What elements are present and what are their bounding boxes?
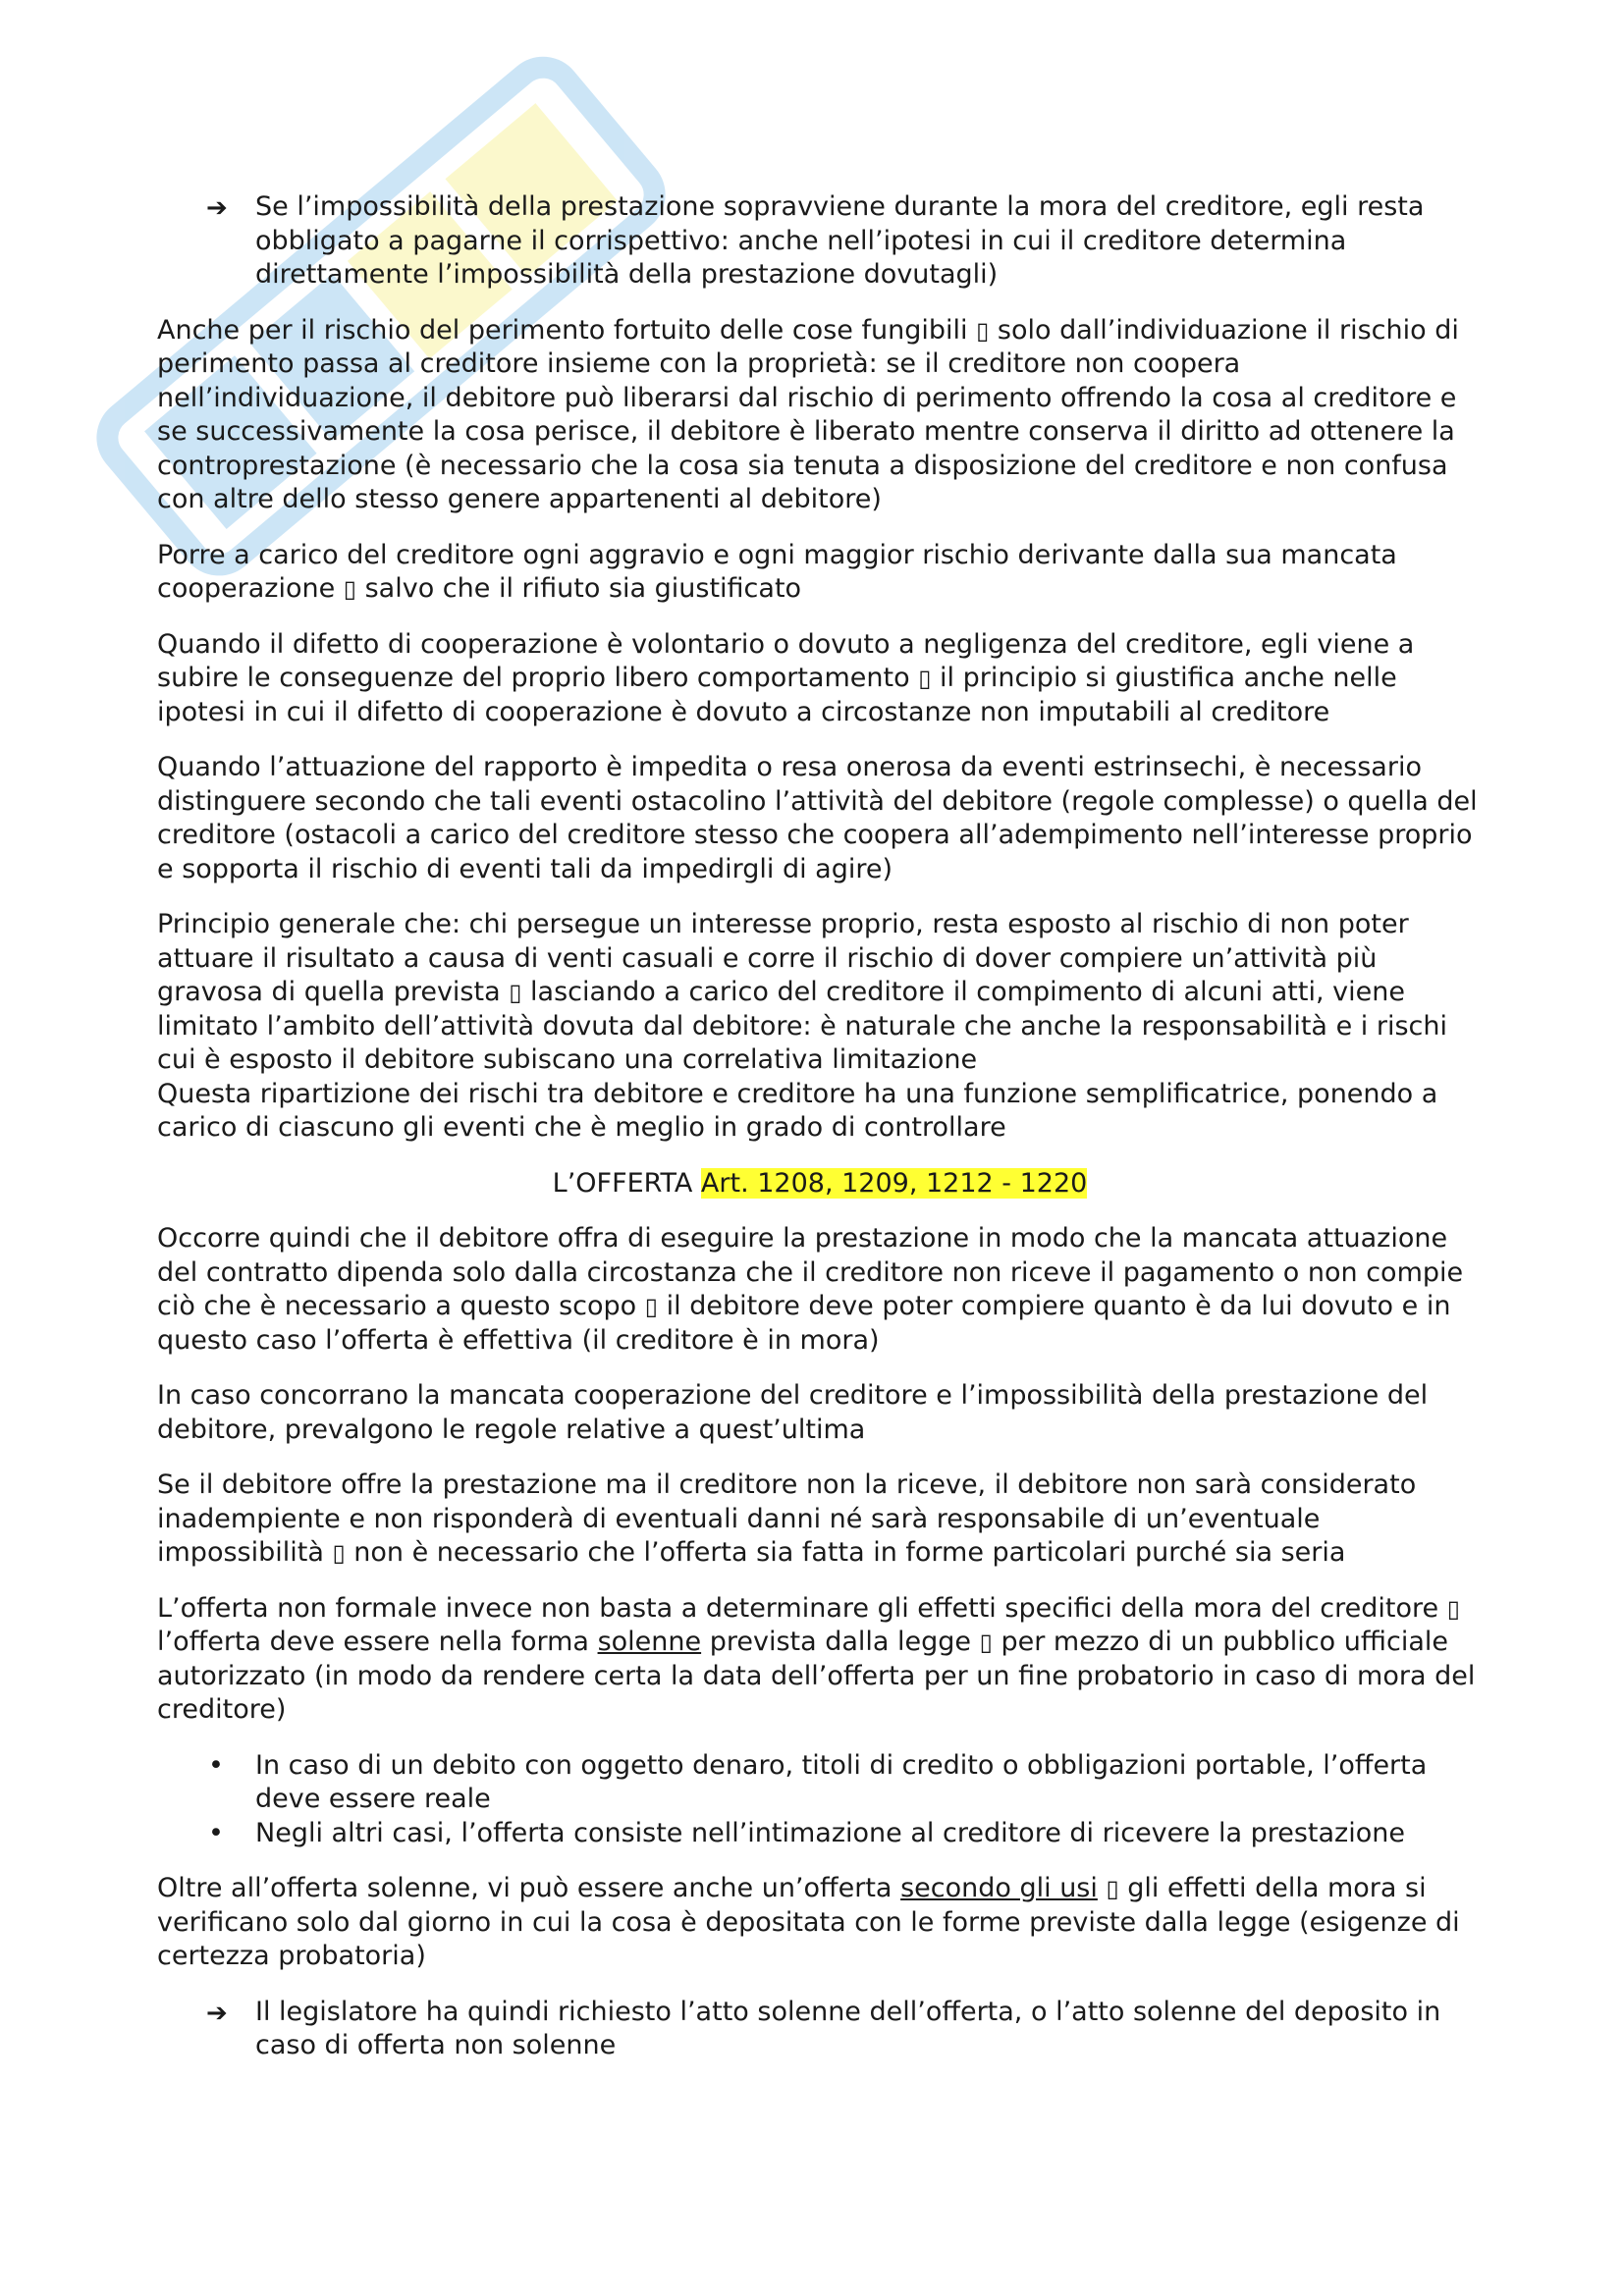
paragraph: Quando l’attuazione del rapporto è impedita o resa onerosa da eventi estrinsechi, è necessario distinguere secondo che tali eventi ostacolino l’attività del debitore (regole complesse) o quella del creditore (ostacoli a carico del creditore stesso che coopera all’adempimento nell’interesse proprio e sopporta il rischio di eventi tali da impedirgli di agire) — [157, 752, 1478, 884]
text: solo dall’individuazione il rischio di perimento passa al creditore insieme con la proprietà: se il creditore non coopera nell’individuazione, il debitore può liberarsi dal rischio di perimento offrendo la cosa al creditore e se successivamente la cosa perisce, il debitore è liberato mentre conserva il diritto ad ottenere la controprestazione (è necessario che la cosa sia tenuta a disposizione del creditore e non confusa con altre dello stesso genere appartenenti al debitore) — [157, 314, 1459, 514]
text: Questa ripartizione dei rischi tra debitore e creditore ha una funzione semplificatrice, ponendo a carico di ciascuno gli eventi che è meglio in grado di controllare — [157, 1078, 1438, 1143]
paragraph — [157, 1592, 1483, 1728]
text: Principio generale che: chi persegue un interesse proprio, resta esposto al rischio di non poter attuare il risultato a causa di venti casuali e corre il rischio di dover compiere un’attività più gravosa di quella prevista — [157, 909, 1409, 1007]
text: per mezzo di un pubblico ufficiale autorizzato (in modo da rendere certa la data dell’offerta per un fine probatorio in caso di mora del creditore) — [157, 1627, 1476, 1725]
paragraph — [157, 1468, 1483, 1571]
missing-glyph-icon: ▯ — [979, 1629, 993, 1656]
section-heading — [157, 1167, 1483, 1201]
list-item — [157, 1749, 1483, 1817]
text: Quando il difetto di cooperazione è volontario o dovuto a negligenza del creditore, egli viene a subire le conseguenze del proprio libero comportamento — [157, 628, 1415, 693]
text: Occorre quindi che il debitore offra di eseguire la prestazione in modo che la mancata attuazione del contratto dipenda solo dalla circostanza che il creditore non riceve il pagamento o non compie ciò che è necessario a questo scopo — [157, 1223, 1464, 1321]
missing-glyph-icon: ▯ — [332, 1539, 346, 1567]
missing-glyph-icon: ▯ — [644, 1293, 659, 1320]
heading-articles-highlight: Art. 1208, 1209, 1212 - 1220 — [700, 1167, 1088, 1199]
document-body — [157, 190, 1483, 2085]
underlined-term: solenne — [597, 1627, 702, 1657]
text: l’offerta deve essere nella forma — [157, 1627, 589, 1657]
list-item-text: Negli altri casi, l’offerta consiste nell’intimazione al creditore di ricevere la prestazione — [255, 1817, 1405, 1848]
paragraph — [157, 1872, 1483, 1974]
arrow-item — [157, 190, 1483, 293]
arrow-text: Il legislatore ha quindi richiesto l’atto solenne dell’offerta, o l’atto solenne del deposito in caso di offerta non solenne — [255, 1996, 1441, 2060]
arrow-item — [157, 1996, 1483, 2063]
bullet-icon: • — [208, 1817, 224, 1848]
missing-glyph-icon: ▯ — [509, 979, 522, 1006]
text: prevista dalla legge — [709, 1627, 972, 1657]
heading-title: L’OFFERTA — [552, 1167, 693, 1199]
paragraph — [157, 1222, 1483, 1358]
missing-glyph-icon: ▯ — [1106, 1875, 1119, 1902]
missing-glyph-icon: ▯ — [918, 665, 932, 692]
text: Oltre all’offerta solenne, vi può essere anche un’offerta — [157, 1873, 893, 1903]
text: il debitore deve poter compiere quanto è da lui dovuto e in questo caso l’offerta è effettiva (il creditore è in mora) — [157, 1291, 1451, 1356]
missing-glyph-icon: ▯ — [1446, 1594, 1460, 1623]
list-item-text: In caso di un debito con oggetto denaro, titoli di credito o obbligazioni portable, l’offerta deve essere reale — [255, 1749, 1428, 1814]
text: gli effetti della mora si verificano solo dal giorno in cui la cosa è depositata con le forme previste dalla legge (esigenze di certezza probatoria) — [157, 1873, 1460, 1971]
text: Se il debitore offre la prestazione ma il creditore non la riceve, il debitore non sarà considerato inadempiente e non risponderà di eventuali danni né sarà responsabile di un’eventuale impossibilità — [157, 1469, 1417, 1568]
arrow-text: Se l’impossibilità della prestazione sopravviene durante la mora del creditore, egli resta obbligato a pagarne il corrispettivo: anche nell’ipotesi in cui il creditore determina direttamente l’impossibilità della prestazione dovutagli) — [255, 191, 1425, 290]
missing-glyph-icon: ▯ — [976, 316, 990, 345]
arrow-icon: ➔ — [206, 1998, 228, 2028]
paragraph — [157, 908, 1483, 1146]
paragraph: In caso concorrano la mancata cooperazione del creditore e l’impossibilità della prestazione del debitore, prevalgono le regole relative a quest’ultima — [157, 1380, 1429, 1445]
text: L’offerta non formale invece non basta a determinare gli effetti specifici della mora del creditore — [157, 1592, 1439, 1624]
text: Anche per il rischio del perimento fortuito delle cose fungibili — [157, 314, 968, 346]
text: non è necessario che l’offerta sia fatta in forme particolari purché sia seria — [353, 1537, 1346, 1568]
text: lasciando a carico del creditore il compimento di alcuni atti, viene limitato l’ambito dell’attività dovuta dal debitore: è naturale che anche la responsabilità e i rischi cui è esposto il debitore subiscano una correlativa limitazione — [157, 977, 1447, 1075]
text: Porre a carico del creditore ogni aggravio e ogni maggior rischio derivante dalla sua mancata cooperazione — [157, 539, 1397, 604]
text: il principio si giustifica anche nelle ipotesi in cui il difetto di cooperazione è dovuto a circostanze non imputabili al creditore — [157, 663, 1397, 727]
paragraph — [157, 628, 1483, 730]
text: salvo che il rifiuto sia giustificato — [364, 573, 802, 604]
bullet-list — [157, 1749, 1483, 1851]
paragraph — [157, 539, 1483, 607]
arrow-icon: ➔ — [206, 193, 228, 223]
paragraph — [157, 314, 1483, 517]
underlined-term: secondo gli usi — [900, 1873, 1098, 1903]
bullet-icon: • — [208, 1749, 224, 1781]
missing-glyph-icon: ▯ — [343, 575, 357, 603]
list-item — [157, 1817, 1483, 1851]
